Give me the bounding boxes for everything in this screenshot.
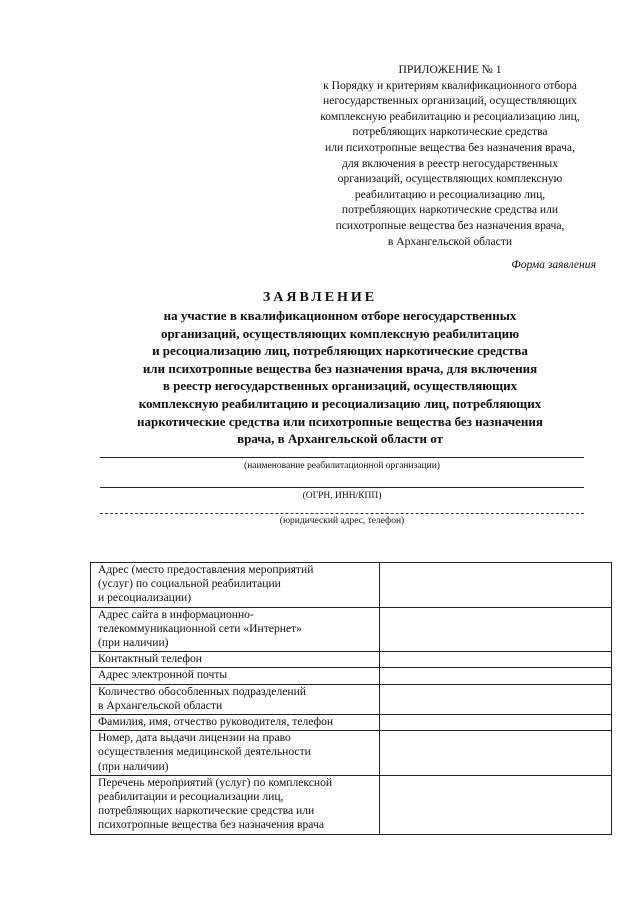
subtitle-line: и ресоциализацию лиц, потребляющих наркотические средства bbox=[152, 343, 528, 359]
row-label-line: и ресоциализации) bbox=[98, 591, 192, 605]
row-label-line: Количество обособленных подразделений bbox=[98, 684, 306, 698]
document-title: ЗАЯВЛЕНИЕ bbox=[262, 290, 378, 305]
row-label bbox=[91, 652, 380, 668]
row-label-line: (при наличии) bbox=[98, 636, 169, 650]
row-label-line: (при наличии) bbox=[98, 759, 169, 773]
ogrn-line[interactable] bbox=[100, 487, 584, 488]
appendix-line: потребляющих наркотические средства или bbox=[341, 203, 559, 217]
appendix-line: организаций, осуществляющих комплексную bbox=[337, 172, 563, 186]
row-label-line: Номер, дата выдачи лицензии на право bbox=[98, 731, 291, 745]
row-label-line: телекоммуникационной сети «Интернет» bbox=[98, 621, 302, 635]
legal-address-caption: (юридический адрес, телефон) bbox=[279, 516, 405, 526]
subtitle-line: в реестр негосударственных организаций, осуществляющих bbox=[162, 378, 518, 394]
row-label bbox=[91, 775, 380, 834]
subtitle-line: на участие в квалификационном отборе негосударственных bbox=[163, 308, 517, 323]
row-label-line: Адрес сайта в информационно- bbox=[98, 607, 254, 621]
row-label-line: реабилитации и ресоциализации лиц, bbox=[98, 790, 284, 804]
row-label-line: Адрес (место предоставления мероприятий bbox=[98, 563, 314, 576]
appendix-header bbox=[300, 62, 600, 249]
legal-address-line[interactable] bbox=[100, 513, 584, 514]
table-row bbox=[91, 607, 612, 652]
row-value-cell[interactable] bbox=[380, 731, 612, 776]
subtitle-line: организаций, осуществляющих комплексную реабилитацию bbox=[160, 325, 520, 341]
appendix-line: в Архангельской области bbox=[387, 234, 513, 248]
row-label-line: психотропные вещества без назначения врача bbox=[98, 818, 324, 832]
row-label-line: (услуг) по социальной реабилитации bbox=[98, 577, 281, 591]
row-label bbox=[91, 563, 380, 608]
table-row bbox=[91, 563, 612, 608]
table-row bbox=[91, 652, 612, 668]
table-row bbox=[91, 775, 612, 834]
row-value-cell[interactable] bbox=[380, 668, 612, 684]
table-row bbox=[91, 715, 612, 731]
row-label bbox=[91, 607, 380, 652]
row-label-line: Фамилия, имя, отчество руководителя, телефон bbox=[98, 715, 334, 729]
row-label-line: Контактный телефон bbox=[98, 652, 202, 666]
row-label bbox=[91, 684, 380, 714]
subtitle-line: наркотические средства или психотропные вещества без назначения bbox=[137, 413, 543, 429]
row-value-cell[interactable] bbox=[380, 715, 612, 731]
appendix-line: к Порядку и критериям квалификационного отбора bbox=[323, 78, 577, 92]
application-info-table bbox=[90, 562, 612, 835]
row-value-cell[interactable] bbox=[380, 684, 612, 714]
row-value-cell[interactable] bbox=[380, 775, 612, 834]
row-label-line: осуществления медицинской деятельности bbox=[98, 745, 311, 759]
row-label bbox=[91, 668, 380, 684]
appendix-line: психотропные вещества без назначения врача, bbox=[335, 218, 565, 232]
row-label-line: Перечень мероприятий (услуг) по комплексной bbox=[98, 775, 333, 789]
row-label bbox=[91, 715, 380, 731]
table-row bbox=[91, 731, 612, 776]
row-value-cell[interactable] bbox=[380, 607, 612, 652]
row-label-line: Адрес электронной почты bbox=[98, 668, 228, 682]
appendix-line: негосударственных организаций, осуществляющих bbox=[323, 94, 577, 108]
subtitle-line: или психотропные вещества без назначения врача, для включения bbox=[142, 360, 538, 376]
row-value-cell[interactable] bbox=[380, 563, 612, 608]
subtitle-line: комплексную реабилитацию и ресоциализацию лиц, потребляющих bbox=[138, 395, 542, 411]
row-value-cell[interactable] bbox=[380, 652, 612, 668]
appendix-line: или психотропные вещества без назначения врача, bbox=[325, 140, 575, 154]
organization-name-line[interactable] bbox=[100, 457, 584, 458]
appendix-line: реабилитацию и ресоциализацию лиц, bbox=[354, 187, 546, 201]
table-row bbox=[91, 684, 612, 714]
row-label bbox=[91, 731, 380, 776]
table-row bbox=[91, 668, 612, 684]
appendix-line: ПРИЛОЖЕНИЕ № 1 bbox=[398, 63, 502, 76]
appendix-line: комплексную реабилитацию и ресоциализацию лиц, bbox=[320, 109, 580, 123]
row-label-line: в Архангельской области bbox=[98, 698, 223, 712]
organization-name-caption: (наименование реабилитационной организации) bbox=[244, 461, 440, 471]
form-label: Форма заявления bbox=[511, 258, 596, 271]
ogrn-caption: (ОГРН, ИНН/КПП) bbox=[302, 491, 382, 501]
document-subtitle bbox=[60, 307, 620, 448]
subtitle-line: врача, в Архангельской области от bbox=[237, 431, 443, 447]
appendix-line: потребляющих наркотические средства bbox=[352, 125, 548, 139]
row-label-line: потребляющих наркотические средства или bbox=[98, 804, 315, 818]
appendix-line: для включения в реестр негосударственных bbox=[341, 156, 558, 170]
